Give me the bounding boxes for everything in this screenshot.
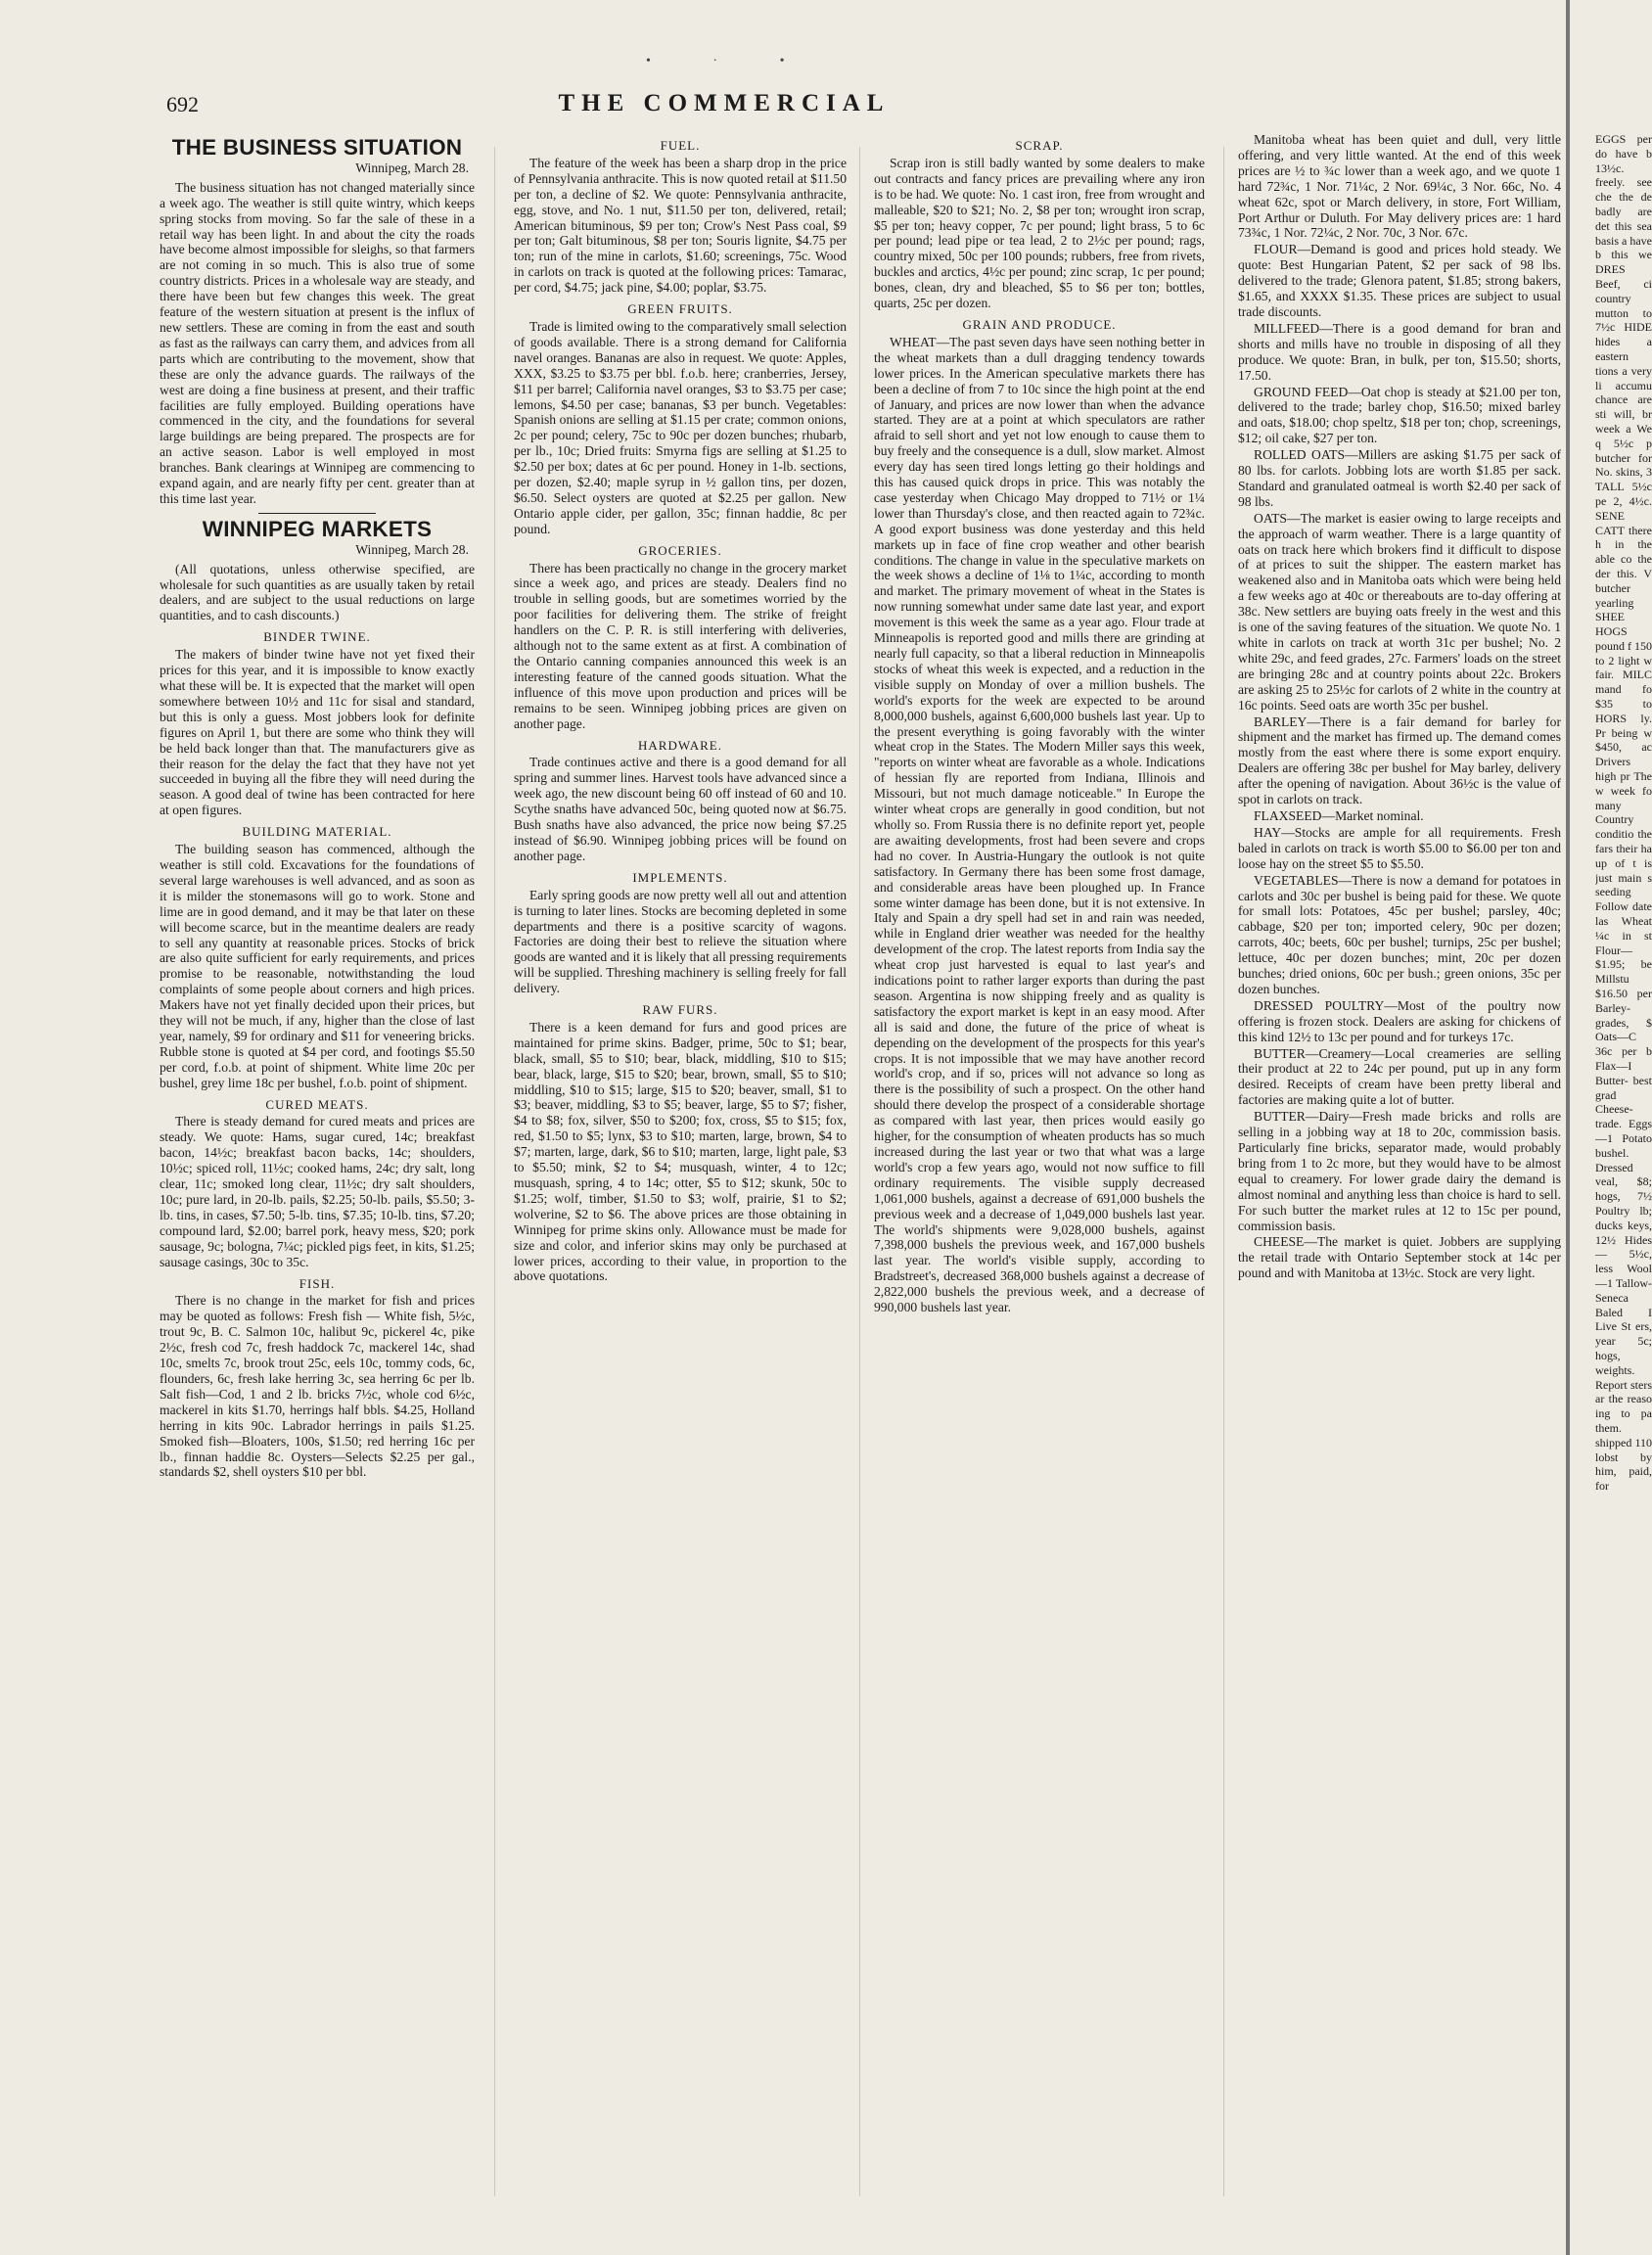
scrap-paragraph: Scrap iron is still badly wanted by some dealers to make out contracts and fancy prices are prevailing where any iron is to be had. We quote: No. 1 cast iron, free from wrought and malleable, $20 to $21; No. 2, $8 per ton; wrought iron scrap, $5 per ton; heavy copper, 7c per pound; light brass, 5 to 6c per pound; lead pipe or tea lead, 2 to 2½c per pound; rags, country mixed, 50c per 100 pounds; rubbers, free from rivets, buckles and arctics, 4½c per pound; zinc scrap, 1c per pound; bones, clean, dry and bleached, $5 to $6 per ton; bottles, quarts, 25c per dozen. bbox=[874, 155, 1205, 311]
column-5-cutoff bbox=[1595, 132, 1652, 2235]
cheese-paragraph: CHEESE—The market is quiet. Jobbers are supplying the retail trade with Ontario September stock at 14c per pound and with Manitoba at 13½c. Stock are very light. bbox=[1238, 1234, 1561, 1281]
column-1 bbox=[160, 132, 475, 2235]
binder-twine-heading: BINDER TWINE. bbox=[263, 629, 371, 645]
business-paragraph: The business situation has not changed materially since a week ago. The weather is still quite wintry, which keeps spring stocks from moving. So far the sale of these in a retail way has been light. In and about the city the roads have become almost impossible for sleighs, so that farmers are not coming in so much. This is also true of some country districts. Prices in a wholesale way are steady, and there have been but few changes this week. The great feature of the western situation at present is the influx of new settlers. These are coming in from the east and south as fast as the railways can carry them, and advices from all parts which are contributing to the movement, show that these are only the advance guards. The railways of the west are doing a fine business at present, and their traffic facilities are fully employed. Building operations have commenced in the city, and the foundations for several large buildings are being prepared. The prospects are for an active season. Labor is well employed in most branches. Bank clearings at Winnipeg are commencing to expand again, and are nearly fifty per cent. greater than at this time last year. bbox=[160, 179, 475, 506]
cutoff-column-text: EGGS per do have b 13½c. freely. see che the de badly are det this sea basis a have b this we DRES Beef, ci country mutton to 7½c HIDE hides a eastern tions a very li accumu chance are sti will, br week a We q 5½c p butcher for No. skins, 3 TALL 5½c pe 2, 4½c. SENE CATT there h in the able co the der this. V butcher yearling SHEE HOGS pound f 150 to 2 light w fair. MILC mand fo $35 to HORS ly. Pr being w $450, ac Drivers high pr The w week fo many Country conditio the fars their ha up of t is just main s seeding Follow date las Wheat ¼c in st Flour— $1.95; be Millstu $16.50 per Barley- grades, $ Oats—C 36c per b Flax—I Butter- best grad Cheese- trade. Eggs—1 Potato bushel. Dressed veal, $8; hogs, 7½ Poultry lb; ducks keys, 12½ Hides— 5½c, less Wool—1 Tallow- Seneca Baled I Live St ers, year 5c; hogs, weights. Report sters ar the reaso ing to pa them. shipped 110 lobst by him, paid, for bbox=[1595, 132, 1652, 1494]
building-material-heading: BUILDING MATERIAL. bbox=[242, 824, 392, 840]
groceries-heading: GROCERIES. bbox=[638, 542, 722, 558]
dressed-poultry-paragraph: DRESSED POULTRY—Most of the poultry now offering is frozen stock. Dealers are asking for chickens of this kind 12½ to 13c per pound and for turkeys 17c. bbox=[1238, 997, 1561, 1044]
butter-creamery-paragraph: BUTTER—Creamery—Local creameries are selling their product at 22 to 24c per pound, put up in any form desired. Receipts of cream have been pretty liberal and factories are making quite a lot of butter. bbox=[1238, 1045, 1561, 1108]
column-2 bbox=[514, 132, 847, 2235]
page-number: 692 bbox=[166, 92, 199, 116]
groceries-paragraph: There has been practically no change in the grocery market since a week ago, and prices are steady. Dealers find no trouble in selling goods, but are sometimes worried by the poor facilities for delivering them. The strike of freight handlers on the C. P. R. is still interfering with deliveries, although not to the same extent as at first. A combination of the Ontario canning companies announced this week is an interesting feature of the canned goods situation. What the influence of this move upon production and prices will be remains to be seen. Winnipeg jobbing prices are given on another page. bbox=[514, 560, 847, 731]
implements-paragraph: Early spring goods are now pretty well all out and attention is turning to later lines. Stocks are becoming depleted in some departments and there is a positive scarcity of wagons. Factories are doing their best to relieve the situation where goods are wanted and it is likely that all pressing requirements will be supplied. Threshing machinery is selling freely for fall delivery. bbox=[514, 887, 847, 996]
raw-furs-heading: RAW FURS. bbox=[642, 1002, 718, 1018]
page-fold-shadow bbox=[1566, 0, 1570, 2255]
scrap-heading: SCRAP. bbox=[1015, 138, 1064, 153]
business-situation-title: THE BUSINESS SITUATION bbox=[171, 135, 463, 160]
column-divider bbox=[859, 147, 860, 2196]
cured-meats-paragraph: There is steady demand for cured meats and prices are steady. We quote: Hams, sugar cured, 14c; breakfast bacon, 14½c; breakfast bacon backs, 14c; shoulders, 10½c; spiced roll, 11½c; cooked hams, 24c; dry salt, long clear, 11c; smoked long clear, 11½c; dry salt shoulders, 10c; pure lard, in 20-lb. pails, $2.25; 50-lb. pails, $5.50; 3-lb. tins, in cases, $7.50; 5-lb. tins, $7.35; 10-lb. tins, $7.20; compound lard, $2.00; barrel pork, heavy mess, $20; pork sausage, 9c; bologna, 7¼c; pickled pigs feet, in kits, $1.25; sausage casings, 30c to 35c. bbox=[160, 1114, 475, 1269]
rolled-oats-paragraph: ROLLED OATS—Millers are asking $1.75 per sack of 80 lbs. for carlots. Jobbing lots are worth $1.85 per sack. Standard and granulated oatmeal is worth $2.40 per sack of 98 lbs. bbox=[1238, 447, 1561, 509]
column-3 bbox=[874, 132, 1205, 2235]
hay-paragraph: HAY—Stocks are ample for all requirements. Fresh baled in carlots on track is worth $5.00 to $6.00 per ton and loose hay on the street $5 to $5.50. bbox=[1238, 824, 1561, 871]
flaxseed-paragraph: FLAXSEED—Market nominal. bbox=[1254, 807, 1424, 823]
raw-furs-paragraph: There is a keen demand for furs and good prices are maintained for prime skins. Badger, prime, 50c to $1; bear, black, small, $5 to $10; bear, black, middling, $10 to $15; bear, black, large, $15 to $20; bear, brown, small, $5 to $10; middling, $10 to $15; large, $15 to $20; beaver, small, $1 to $3; beaver, middling, $3 to $5; beaver, large, $5 to $7; fisher, $4 to $8; fox, silver, $50 to $200; fox, cross, $5 to $15; fox, red, $1.50 to $5; lynx, $3 to $10; marten, large, brown, $4 to $7; marten, large, dark, $6 to $10; marten, large, light pale, $3 to $5.50; mink, $2 to $4; musquash, winter, 4 to 12c; musquash, spring, 4 to 14c; otter, $5 to $12; skunk, 50c to $1.25; wolf, timber, $1.50 to $3; wolf, prairie, $1 to $2; wolverine, $2 to $6. The above prices are those obtaining in Winnipeg for prime skins only. Allowance must be made for size and color, and inferior skins may only be purchased at lower prices, according to their value, in proportion to the above quotations. bbox=[514, 1019, 847, 1284]
hardware-heading: HARDWARE. bbox=[638, 737, 722, 753]
business-dateline: Winnipeg, March 28. bbox=[355, 160, 469, 175]
barley-paragraph: BARLEY—There is a fair demand for barley for shipment and the market has firmed up. The demand comes mostly from the east where there is some export enquiry. Dealers are offering 38c per bushel for May barley, delivery after the opening of navigation. About 36½c is the value of spot in carlots on track. bbox=[1238, 713, 1561, 807]
butter-dairy-paragraph: BUTTER—Dairy—Fresh made bricks and rolls are selling in a jobbing way at 18 to 20c, commission basis. Particularly fine bricks, separator made, would probably bring from 1 to 2c more, but they would have to be almost equal to creamery. For lower grade dairy the demand is almost nominal and anything less than choice is hard to sell. For such butter the market rules at 12 to 15c per pound, commission basis. bbox=[1238, 1109, 1561, 1233]
page-header bbox=[147, 90, 1302, 129]
winnipeg-markets-title: WINNIPEG MARKETS bbox=[202, 516, 433, 541]
manitoba-wheat-paragraph: Manitoba wheat has been quiet and dull, very little offering, and very little wanted. At the end of this week prices are ½ to ¾c lower than a week ago, and we quote 1 hard 72¾c, 1 Nor. 71¼c, 2 Nor. 69¼c, 3 Nor. 66c, No. 4 wheat 62c, spot or March delivery, in store, Fort William, Port Arthur or Duluth. For May delivery prices are: 1 hard 73¾c, 1 Nor. 72¼c, 2 Nor. 70c, 3 Nor. 67c. bbox=[1238, 132, 1561, 241]
binder-twine-paragraph: The makers of binder twine have not yet fixed their prices for this year, and it is impossible to know exactly what these will be. It is expected that the market will open somewhere between 10½ and 11c for sisal and standard, but this is only a guess. Most jobbers look for definite figures on April 1, but there are some who think they will be held back longer than that. The manufacturers give as their reason for the delay the fact that they have not yet succeeded in buying all the fibre they will need during the season. A good deal of twine has been contracted for here at open figures. bbox=[160, 647, 475, 818]
fish-paragraph: There is no change in the market for fish and prices may be quoted as follows: Fresh fish — White fish, 5½c, trout 9c, B. C. Salmon 10c, halibut 9c, pickerel 4c, pike 2½c, fresh cod 7c, fresh haddock 7c, mackerel 14c, shad 10c, smelts 7c, brook trout 25c, eels 10c, tommy cods, 6c, flounders, 6c, fresh lake herring 3c, sea herring 6c per lb. Salt fish—Cod, 1 and 2 lb. bricks 7½c, whole cod 6½c, mackerel in kits $1.70, herrings half bbls. $4.25, Holland herring in kits 90c. Labrador herrings in pails $1.25. Smoked fish—Bloaters, 100s, $1.50; red herring 16c per lb., finnan haddie 8c. Oysters—Selects $2.25 per gal., standards $2, shell oysters $10 per bbl. bbox=[160, 1293, 475, 1480]
wheat-paragraph: WHEAT—The past seven days have seen nothing better in the wheat markets than a dull dragging tendency towards lower prices. In the American speculative markets there has been a decline of from 7 to 10c since the high point at the end of January, and prices are now lower than when the advance started. They are at a point at which speculators are rather afraid to sell short and yet not low enough to cause them to buy freely and the consequence is a dull, slow market. Almost every day has seen tired longs letting go their holdings and this has caused quick drops in price. This was notably the case yesterday when Chicago May dropped to 71½ or 1¼ lower than Thursday's close, and then reacted again to 72¾c. A good export business was done yesterday and this held markets up in face of fine crop weather and other bearish conditions. The change in value in the speculative markets on the week shows a decline of 1⅛ to 1¼c, according to month and market. The primary movement of wheat in the States is now running somewhat under same date last year, and export movement is this week the same as a year ago. Flour trade at Minneapolis is reported good and mills there are grinding at nearly full capacity, so that a liberal reduction in Minneapolis stocks of wheat this week is expected, and a reduction in the visible supply on Monday of over a million bushels. The world's exports for the week are expected to be around 8,000,000 bushels, against 6,600,000 bushels last year. Up to the present everything is going favorably with the winter wheat crop in the States. The Modern Miller says this week, "reports on winter wheat are favorable as a whole. Indications of hessian fly are reported from Indiana, Illinois and Missouri, but not much damage noticeable." In Europe the winter wheat crops are generally in good condition, but not wholly so. From Russia there is no definite report yet, people are awaiting developments, frost had been severe and crops had no cover. In Austria-Hungary the outlook is not quite satisfactory. In Germany there has been some frost damage, and considerable areas have been ploughed up. In France some winter damage has been done, but it is not extensive. In Italy and Spain a dry spell had set in and rain was needed, while in England drier weather was needed for the healthy development of the crop. The latest reports from India say the wheat crop just harvested is equal to last year's and indications point to rather larger exports than during the past season. Argentina is now shipping freely and as quality is satisfactory the export market is kept in an easy mood. After all is said and done, the future of the price of wheat is depending on the development of the prospects for this year's crops. It is not impossible that we may have another record world's crop, and if so, prices will not advance so long as there is the possibility of such a prospect. On the other hand should there develop the prospect of a considerable shortage as compared with last year, then prices would easily go higher, for the consumption of wheaten products has so much increased during the last year or two that what was a large world's crop a few years ago, would not now suffice to fill ordinary requirements. The visible supply decreased 1,061,000 bushels, against a decrease of 691,000 bushels the previous week and a decrease of 1,049,000 bushels last year. The world's shipments were 9,028,000 bushels, against 7,398,000 bushels the previous week, and 167,000 bushels last year. The world's visible supply, according to Bradstreet's, decreased 368,000 bushels against a decrease of 2,822,000 bushels the previous week, and a decrease of 990,000 bushels last year. bbox=[874, 334, 1205, 1315]
masthead: THE COMMERCIAL bbox=[558, 90, 891, 116]
column-divider bbox=[1223, 147, 1224, 2196]
hardware-paragraph: Trade continues active and there is a good demand for all spring and summer lines. Harvest tools have advanced since a week ago, the new discount being 60 off instead of 60 and 10. Scythe snaths have advanced 50c, being quoted now at $6.75. Bush snaths have also advanced, the price now being $7.25 instead of $6.90. Winnipeg jobbing prices will be found on another page. bbox=[514, 755, 847, 863]
oats-paragraph: OATS—The market is easier owing to large receipts and the approach of warm weather. There is a large quantity of oats on track here which brokers find it difficult to dispose of at prices to suit the shipper. The eastern market has weakened also and in Manitoba oats which were being held a few weeks ago at 40c or thereabouts are to-day offering at 38c. New settlers are buying oats freely in the west and this is one of the saving features of the situation. We quote No. 1 white in carlots on track at worth 31c per bushel; No. 2 white 29c, and feed grades, 27c. Farmers' loads on the street are bringing 28c and at country points about 22c. Brokers are asking 25 to 25½c for carlots of 2 white in the country at 16c points. Seed oats are worth 35c per bushel. bbox=[1238, 510, 1561, 713]
section-rule bbox=[258, 513, 376, 514]
top-speck-marks: • · • bbox=[646, 54, 814, 69]
markets-dateline: Winnipeg, March 28. bbox=[355, 541, 469, 557]
grain-produce-heading: GRAIN AND PRODUCE. bbox=[962, 316, 1117, 332]
fish-heading: FISH. bbox=[298, 1275, 336, 1291]
flour-paragraph: FLOUR—Demand is good and prices hold steady. We quote: Best Hungarian Patent, $2 per sack of 98 lbs. delivered to the trade; Glenora patent, $1.85; strong bakers, $1.65, and XXXX $1.35. These prices are subject to usual trade discounts. bbox=[1238, 242, 1561, 319]
column-divider bbox=[494, 147, 495, 2196]
green-fruits-heading: GREEN FRUITS. bbox=[627, 301, 733, 317]
cured-meats-heading: CURED MEATS. bbox=[265, 1096, 369, 1112]
markets-note: (All quotations, unless otherwise specified, are wholesale for such quantities as are usually taken by retail dealers, and are subject to the usual reductions on large quantities, and to cash discounts.) bbox=[160, 561, 475, 623]
column-4 bbox=[1238, 132, 1561, 2235]
fuel-heading: FUEL. bbox=[660, 138, 701, 153]
implements-heading: IMPLEMENTS. bbox=[632, 869, 728, 885]
green-fruits-paragraph: Trade is limited owing to the comparatively small selection of goods available. There is a strong demand for California navel oranges. Bananas are also in request. We quote: Apples, XXX, $3.25 to $3.75 per bbl. f.o.b. here; cranberries, Jersey, $11 per barrel; California navel oranges, $3 to $3.75 per case; lemons, $4.50 per case; bananas, $3 per bunch. Vegetables: Spanish onions are selling at $1.15 per crate; common onions, 2c per pound; celery, 75c to 90c per dozen bunches; rhubarb, per lb., 10c; Dried fruits: Smyrna figs are selling at $1.25 to $2.50 per box; dates at 6c per pound. Honey in 1-lb. sections, per dozen, $2.40; maple syrup in ½ gallon tins, per dozen, $6.50. Select oysters are quoted at $2.25 per gallon. New Ontario apple cider, per gallon, 35c; finnan haddie, 8c per pound. bbox=[514, 318, 847, 536]
millfeed-paragraph: MILLFEED—There is a good demand for bran and shorts and mills have no trouble in disposing of all they produce. We quote: Bran, in bulk, per ton, $15.50; shorts, 17.50. bbox=[1238, 320, 1561, 383]
building-material-paragraph: The building season has commenced, although the weather is still cold. Excavations for the foundations of several large warehouses is well advanced, and as soon as it is milder the stonemasons will go to work. Stone and lime are in good demand, and it may be that later on these will become scarce, but in the meantime dealers are ready to sell any quantity at reasonable prices. Stocks of brick are also quite sufficient for early requirements, and prices promise to be reasonable, notwithstanding the loud complaints of some people about corners and high prices. Makers have not yet finally decided upon their prices, but they will not be much, if any, higher than the close of last year, namely, $9 for ordinary and $11 for veneering bricks. Rubble stone is quoted at $4 per cord, and footings $5.50 per cord, f.o.b. at point of shipment. White lime 20c per bushel, grey lime 18c per bushel, f.o.b. point of shipment. bbox=[160, 842, 475, 1090]
vegetables-paragraph: VEGETABLES—There is now a demand for potatoes in carlots and 30c per bushel is being paid for these. We quote for small lots: Potatoes, 45c per bushel; parsley, 40c; cabbage, $20 per ton; imported celery, 90c per dozen; carrots, 40c; beets, 60c per bushel; turnips, 25c per bushel; lettuce, 40c per dozen bunches; mint, 20c per dozen bunches; dried onions, 60c per bush.; green onions, 35c per dozen bunches. bbox=[1238, 872, 1561, 996]
ground-feed-paragraph: GROUND FEED—Oat chop is steady at $21.00 per ton, delivered to the trade; barley chop, $16.50; mixed barley and oats, $18.00; chop speltz, $18 per ton; chop, screenings, $12; oil cake, $27 per ton. bbox=[1238, 384, 1561, 446]
fuel-paragraph: The feature of the week has been a sharp drop in the price of Pennsylvania anthracite. This is now quoted retail at $11.50 per ton, a decline of $2. We quote: Pennsylvania anthracite, egg, stove, and No. 1 nut, $11.50 per ton, delivered, retail; American bituminous, $9 per ton; Crow's Nest Pass coal, $9 per ton; Galt bituminous, $8 per ton; Souris lignite, $4.75 per ton; run of the mine in carlots, $1.60; screenings, 75c. Wood in carlots on track is quoted at the following prices: Tamarac, per cord, $4.75; jack pine, $4.00; poplar, $3.75. bbox=[514, 155, 847, 296]
